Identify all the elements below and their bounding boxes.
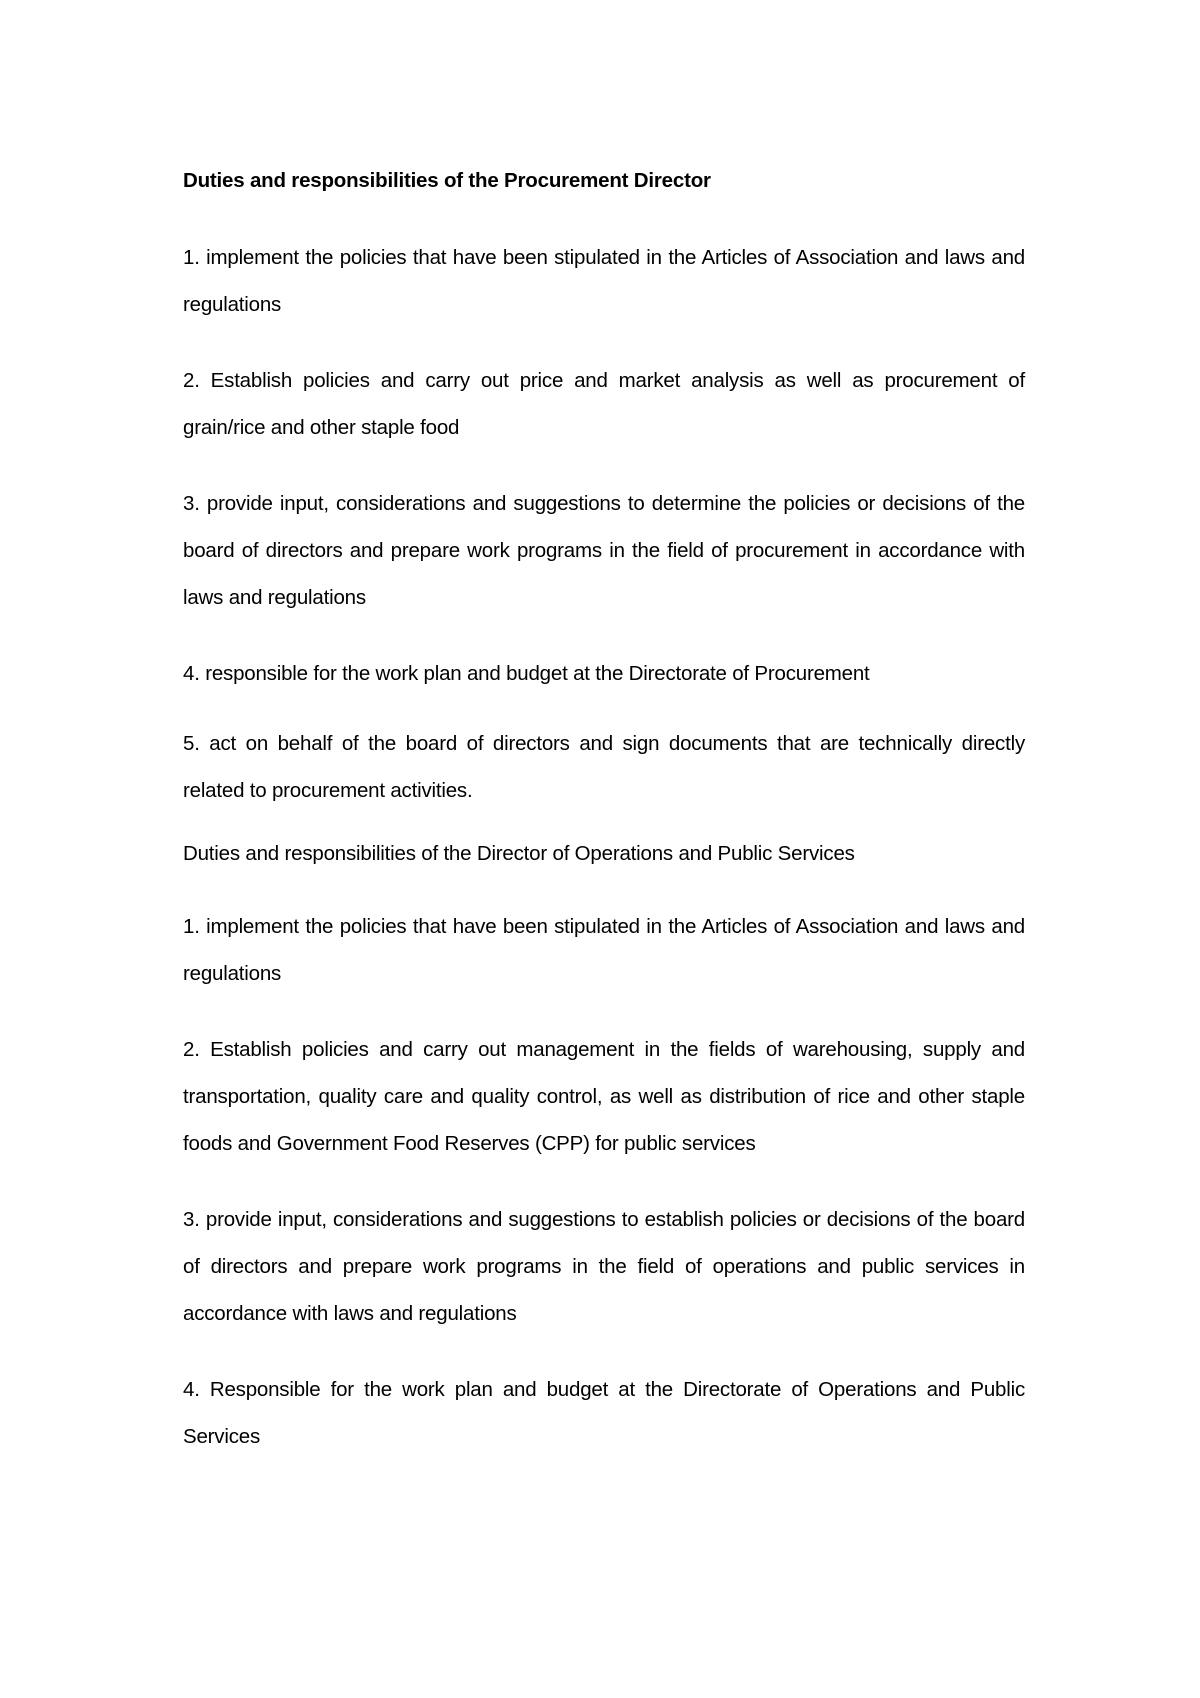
procurement-duty-2: 2. Establish policies and carry out price and market analysis as well as procurement of grain/rice and other staple food <box>183 369 1025 439</box>
section-heading-procurement-director: Duties and responsibilities of the Procurement Director <box>183 169 711 192</box>
operations-duty-2: 2. Establish policies and carry out management in the fields of warehousing, supply and transportation, quality care and quality control, as well as distribution of rice and other staple foods and Government Food Reserves (CPP) for public services <box>183 1038 1025 1155</box>
procurement-duty-5: 5. act on behalf of the board of directors and sign documents that are technically directly related to procurement activities. <box>183 732 1025 802</box>
document-body <box>183 170 1025 1511</box>
section-heading-operations-director: Duties and responsibilities of the Director of Operations and Public Services <box>183 842 855 865</box>
operations-duty-4: 4. Responsible for the work plan and budget at the Directorate of Operations and Public Services <box>183 1378 1025 1448</box>
procurement-duty-3: 3. provide input, considerations and suggestions to determine the policies or decisions of the board of directors and prepare work programs in the field of procurement in accordance with laws and regulations <box>183 492 1025 609</box>
procurement-duty-4: 4. responsible for the work plan and budget at the Directorate of Procurement <box>183 662 870 685</box>
procurement-duty-1: 1. implement the policies that have been stipulated in the Articles of Association and laws and regulations <box>183 246 1025 316</box>
operations-duty-1: 1. implement the policies that have been stipulated in the Articles of Association and laws and regulations <box>183 915 1025 985</box>
operations-duty-3: 3. provide input, considerations and suggestions to establish policies or decisions of the board of directors and prepare work programs in the field of operations and public services in accordance with laws and regulations <box>183 1208 1025 1325</box>
